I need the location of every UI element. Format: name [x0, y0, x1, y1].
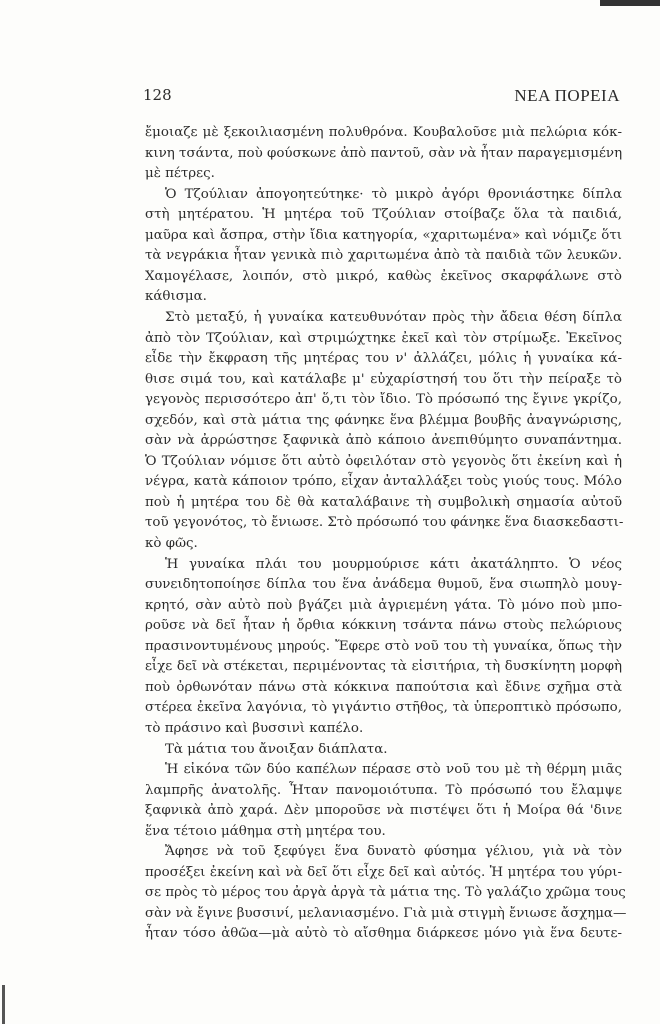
scan-artifact [600, 0, 660, 6]
text-line: κὸ φῶς. [145, 536, 198, 551]
text-line: συνειδητοποίησε δίπλα του ἕνα ἀνάδεμα θυμοῦ, ἕνα σιωπηλὸ μουγ- [145, 577, 622, 593]
text-line: Ἡ γυναίκα πλάι του μουρμούρισε κάτι ἀκατάληπτο. Ὁ νέος [165, 556, 622, 572]
text-line: μὲ πέτρες. [145, 166, 215, 182]
text-line: Χαμογέλασε, λοιπόν, στὸ μικρό, καθὼς ἐκεῖνος σκαρφάλωνε στὸ [145, 268, 622, 284]
text-line: Ὁ Τζούλιαν νόμισε ὅτι αὐτὸ ὀφειλόταν στὸ γεγονὸς ὅτι ἐκείνη καὶ ἡ [145, 453, 622, 469]
text-line: τοῦ γεγονότος, τὸ ἔνιωσε. Στὸ πρόσωπό του φάνηκε ἕνα διασκεδαστι- [145, 515, 624, 531]
text-line: ἦταν τόσο ἀθῶα—μὰ αὐτὸ τὸ αἴσθημα διάρκεσε μόνο γιὰ ἕνα δευτε- [145, 926, 622, 942]
text-line: εἶχε δεῖ νὰ στέκεται, περιμένοντας τὰ εἰσιτήρια, τὴ δυσκίνητη μορφὴ [145, 659, 622, 675]
text-line: προσέξει ἐκείνη καὶ νὰ δεῖ ὅτι εἶχε δεῖ καὶ αὐτός. Ἡ μητέρα του γύρι- [145, 864, 622, 880]
text-line: Τὰ μάτια του ἄνοιξαν διάπλατα. [165, 741, 388, 757]
text-line: σε πρὸς τὸ μέρος του ἀργὰ ἀργὰ τὰ μάτια της. Τὸ γαλάζιο χρῶμα τους [145, 885, 626, 901]
text-line: ἕνα τέτοιο μάθημα στὴ μητέρα του. [145, 823, 386, 839]
text-line: στὴ μητέρατου. Ἡ μητέρα τοῦ Τζούλιαν στοίβαζε ὅλα τὰ παιδιά, [145, 207, 622, 223]
text-line: ἔμοιαζε μὲ ξεκοιλιασμένη πολυθρόνα. Κουβαλοῦσε μιὰ πελώρια κόκ- [145, 125, 622, 140]
text-line: κάθισμα. [145, 289, 207, 305]
text-line: τὸ πράσινο καὶ βυσσινὶ καπέλο. [145, 720, 364, 736]
scan-edge-artifact [2, 985, 5, 1024]
text-line: ποὺ ἡ μητέρα του δὲ θὰ καταλάβαινε τὴ συμβολικὴ σημασία αὐτοῦ [145, 494, 622, 510]
text-line: Ἄφησε νὰ τοῦ ξεφύγει ἕνα δυνατὸ φύσημα γέλιου, γιὰ νὰ τὸν [165, 844, 622, 860]
page-number: 128 [143, 86, 172, 104]
text-line: ποὺ ὀρθωνόταν πάνω στὰ κόκκινα παπούτσια καὶ ἔδινε σχῆμα στὰ [145, 679, 622, 695]
text-line: Ἡ εἰκόνα τῶν δύο καπέλων πέρασε στὸ νοῦ του μὲ τὴ θέρμη μιᾶς [165, 762, 622, 778]
text-line: σχεδόν, καὶ στὰ μάτια της φάνηκε ἕνα βλέμμα βουβῆς ἀναγνώρισης, [145, 412, 622, 428]
text-line: Ὁ Τζούλιαν ἀπογοητεύτηκε· τὸ μικρὸ ἀγόρι θρονιάστηκε δίπλα [165, 186, 622, 202]
text-line: Στὸ μεταξύ, ἡ γυναίκα κατευθυνόταν πρὸς τὴν ἄδεια θέση δίπλα [165, 309, 622, 325]
text-line: εἶδε τὴν ἔκφραση τῆς μητέρας του ν' ἀλλάζει, μόλις ἡ γυναίκα κά- [145, 351, 622, 367]
running-head: ΝΕΑ ΠΟΡΕΙΑ [514, 86, 620, 105]
text-line: μαῦρα καὶ ἄσπρα, στὴν ἴδια κατηγορία, «χαριτωμένα» καὶ νόμιζε ὅτι [145, 227, 622, 243]
text-line: γεγονὸς περισσότερο ἀπ' ὅ,τι τὸν ἴδιο. Τὸ πρόσωπό της ἔγινε γκρίζο, [145, 392, 622, 408]
text-line: ξαφνικὰ ἀπὸ χαρά. Δὲν μποροῦσε νὰ πιστέψει ὅτι ἡ Μοίρα θά 'δινε [145, 803, 622, 819]
text-line: θισε σιμά του, καὶ κατάλαβε μ' εὐχαρίστησή του ὅτι τὴν πείραξε τὸ [145, 371, 622, 387]
text-line: σὰν νὰ ἔγινε βυσσινί, μελανιασμένο. Γιὰ μιὰ στιγμὴ ἔνιωσε ἄσχημα— [145, 905, 627, 921]
text-line: λαμπρῆς ἀνατολῆς. Ἦταν πανομοιότυπα. Τὸ πρόσωπό του ἔλαμψε [145, 782, 622, 798]
text-line: σὰν νὰ ἀρρώστησε ξαφνικὰ ἀπὸ κάποιο ἀνεπιθύμητο συναπάντημα. [145, 433, 622, 449]
text-line: στέρεα ἐκεῖνα λαγόνια, τὸ γιγάντιο στῆθος, τὰ ὑπεροπτικὸ πρόσωπο, [145, 700, 622, 716]
text-line: νέγρα, κατὰ κάποιον τρόπο, εἶχαν ἀνταλλάξει τοὺς γιούς τους. Μόλο [145, 474, 622, 490]
text-line: ροῦσε νὰ δεῖ ἦταν ἡ ὄρθια κόκκινη τσάντα πάνω στοὺς πελώριους [145, 618, 622, 634]
text-line: πρασινοντυμένους μηρούς. Ἔφερε στὸ νοῦ του τὴ γυναίκα, ὅπως τὴν [145, 638, 622, 654]
text-line: ἀπὸ τὸν Τζούλιαν, καὶ στριμώχτηκε ἐκεῖ καὶ τὸν στρίμωξε. Ἐκεῖνος [145, 330, 622, 346]
text-line: τὰ νεγράκια ἦταν γενικὰ πιὸ χαριτωμένα ἀπὸ τὰ παιδιὰ τῶν λευκῶν. [145, 248, 622, 264]
text-line: κρητό, σὰν αὐτὸ ποὺ βγάζει μιὰ ἀγριεμένη γάτα. Τὸ μόνο ποὺ μπο- [145, 597, 622, 613]
text-line: κινη τσάντα, ποὺ φούσκωνε ἀπὸ παντοῦ, σὰν νὰ ἦταν παραγεμισμένη [145, 145, 623, 161]
